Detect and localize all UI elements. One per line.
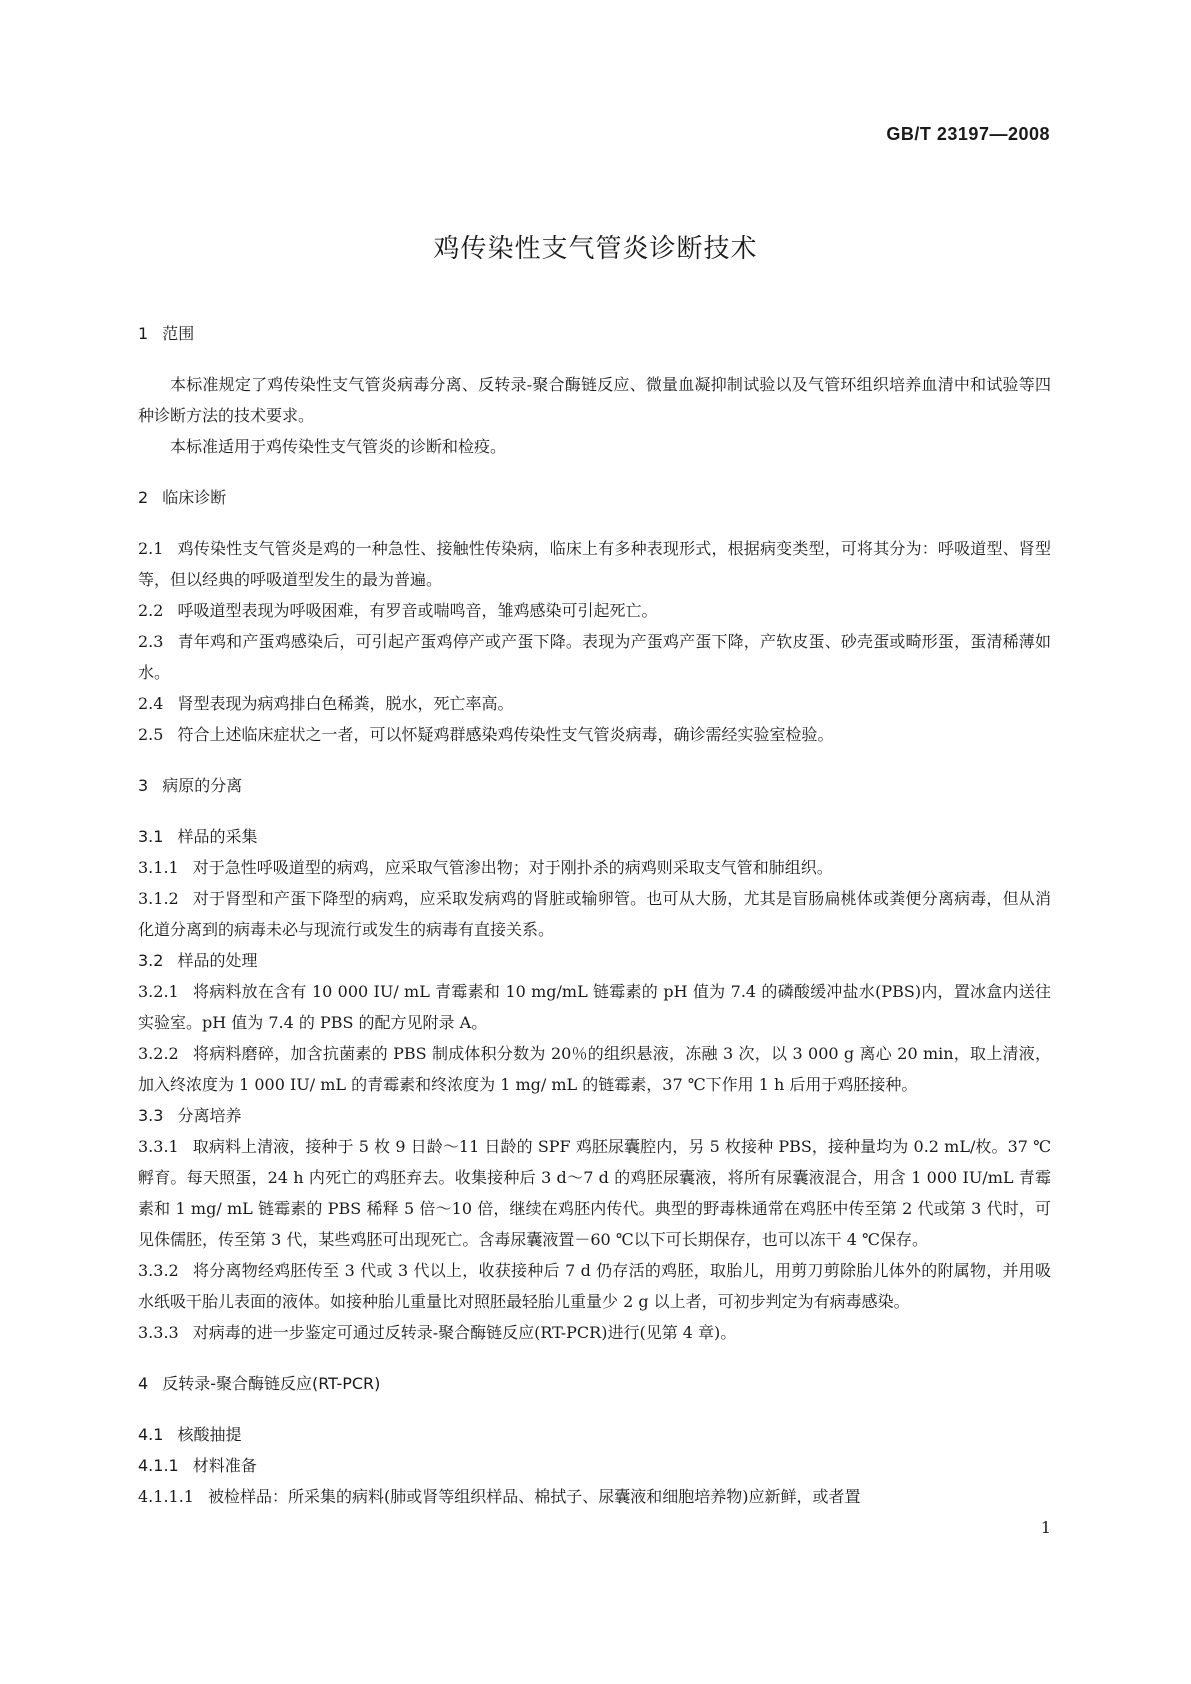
clause-3-3-3 xyxy=(138,1317,1051,1348)
clause-3-3-2 xyxy=(138,1255,1051,1317)
clause-3-1-2 xyxy=(138,883,1051,945)
paragraph: 本标准规定了鸡传染性支气管炎病毒分离、反转录-聚合酶链反应、微量血凝抑制试验以及气管环组织培养血清中和试验等四种诊断方法的技术要求。 xyxy=(138,375,1051,425)
subsection-number: 3.2 xyxy=(138,951,164,970)
document-title: 鸡传染性支气管炎诊断技术 xyxy=(433,234,758,264)
clause-text: 对于急性呼吸道型的病鸡，应采取气管渗出物；对于刚扑杀的病鸡则采取支气管和肺组织。 xyxy=(192,858,833,877)
subsection-number: 4.1 xyxy=(138,1425,164,1444)
clause-3-3-1 xyxy=(138,1131,1051,1255)
clause-number: 3.1.1 xyxy=(138,858,179,877)
clause-2-4 xyxy=(138,688,1051,719)
section-number: 1 xyxy=(138,324,149,343)
clause-3-1-1 xyxy=(138,852,1051,883)
clause-number: 4.1.1.1 xyxy=(138,1487,194,1506)
subsection-title: 分离培养 xyxy=(177,1106,242,1125)
clause-number: 2.5 xyxy=(138,725,164,744)
clause-text: 呼吸道型表现为呼吸困难，有罗音或喘鸣音，雏鸡感染可引起死亡。 xyxy=(177,601,658,620)
subsection-title: 样品的处理 xyxy=(177,951,258,970)
subsection-heading-4-1 xyxy=(138,1419,1051,1450)
clause-text: 对于肾型和产蛋下降型的病鸡，应采取发病鸡的肾脏或输卵管。也可从大肠，尤其是盲肠扁桃体或粪便分离病毒，但从消化道分离到的病毒未必与现流行或发生的病毒有直接关系。 xyxy=(138,889,1051,939)
document-body xyxy=(138,318,1051,1512)
section-title: 病原的分离 xyxy=(162,776,243,795)
section-number: 4 xyxy=(138,1374,149,1393)
clause-3-2-2 xyxy=(138,1038,1051,1100)
subsection-heading-4-1-1 xyxy=(138,1450,1051,1481)
clause-text: 肾型表现为病鸡排白色稀粪，脱水，死亡率高。 xyxy=(177,694,514,713)
subsection-heading-3-3 xyxy=(138,1100,1051,1131)
clause-text: 符合上述临床症状之一者，可以怀疑鸡群感染鸡传染性支气管炎病毒，确诊需经实验室检验。 xyxy=(177,725,834,744)
clause-2-1 xyxy=(138,533,1051,595)
clause-text: 将病料放在含有 10 000 IU/ mL 青霉素和 10 mg/mL 链霉素的 pH 值为 7.4 的磷酸缓冲盐水(PBS)内，置冰盒内送往实验室。pH 值为 7.4 的 PBS 的配方见附录 A。 xyxy=(138,982,1051,1032)
clause-number: 2.3 xyxy=(138,632,164,651)
subsection-title: 样品的采集 xyxy=(177,827,258,846)
section-heading-4 xyxy=(138,1368,1051,1399)
clause-text: 对病毒的进一步鉴定可通过反转录-聚合酶链反应(RT-PCR)进行(见第 4 章)。 xyxy=(192,1323,737,1342)
subsection-title: 材料准备 xyxy=(192,1456,257,1475)
subsection-title: 核酸抽提 xyxy=(177,1425,242,1444)
clause-2-3 xyxy=(138,626,1051,688)
section-heading-1 xyxy=(138,318,1051,349)
clause-text: 将分离物经鸡胚传至 3 代或 3 代以上，收获接种后 7 d 仍存活的鸡胚，取胎儿，用剪刀剪除胎儿体外的附属物，并用吸水纸吸干胎儿表面的液体。如接种胎儿重量比对照胚最轻胎儿重量少 2 g 以上者，可初步判定为有病毒感染。 xyxy=(138,1261,1051,1311)
clause-text: 青年鸡和产蛋鸡感染后，可引起产蛋鸡停产或产蛋下降。表现为产蛋鸡产蛋下降，产软皮蛋、砂壳蛋或畸形蛋，蛋清稀薄如水。 xyxy=(138,632,1051,682)
clause-number: 2.2 xyxy=(138,601,164,620)
clause-text: 将病料磨碎，加含抗菌素的 PBS 制成体积分数为 20％的组织悬液，冻融 3 次，以 3 000 g 离心 20 min，取上清液，加入终浓度为 1 000 IU/ mL 的青霉素和终浓度为 1 mg/ mL 的链霉素，37 ℃下作用 1 h 后用于鸡胚接种。 xyxy=(138,1044,1051,1094)
subsection-number: 3.1 xyxy=(138,827,164,846)
section-title: 临床诊断 xyxy=(162,488,227,507)
clause-number: 3.2.1 xyxy=(138,982,179,1001)
subsection-heading-3-1 xyxy=(138,821,1051,852)
section-heading-3 xyxy=(138,770,1051,801)
clause-text: 被检样品：所采集的病料(肺或肾等组织样品、棉拭子、尿囊液和细胞培养物)应新鲜，或者置 xyxy=(207,1487,861,1506)
clause-number: 3.3.1 xyxy=(138,1137,179,1156)
clause-number: 3.3.2 xyxy=(138,1261,179,1280)
clause-3-2-1 xyxy=(138,976,1051,1038)
section-title: 范围 xyxy=(162,324,195,343)
clause-number: 3.3.3 xyxy=(138,1323,179,1342)
page-number: 1 xyxy=(1040,1518,1051,1537)
clause-number: 3.2.2 xyxy=(138,1044,179,1063)
clause-number: 3.1.2 xyxy=(138,889,179,908)
subsection-number: 3.3 xyxy=(138,1106,164,1125)
standard-code: GB/T 23197—2008 xyxy=(886,124,1050,144)
subsection-heading-3-2 xyxy=(138,945,1051,976)
section-number: 2 xyxy=(138,488,149,507)
section-heading-2 xyxy=(138,482,1051,513)
clause-2-2 xyxy=(138,595,1051,626)
clause-number: 2.1 xyxy=(138,539,164,558)
section-title: 反转录-聚合酶链反应(RT-PCR) xyxy=(162,1374,381,1393)
clause-2-5 xyxy=(138,719,1051,750)
paragraph: 本标准适用于鸡传染性支气管炎的诊断和检疫。 xyxy=(170,437,507,456)
clause-text: 鸡传染性支气管炎是鸡的一种急性、接触性传染病，临床上有多种表现形式，根据病变类型，可将其分为：呼吸道型、肾型等，但以经典的呼吸道型发生的最为普遍。 xyxy=(138,539,1051,589)
section-number: 3 xyxy=(138,776,149,795)
clause-4-1-1-1 xyxy=(138,1481,1051,1512)
clause-number: 2.4 xyxy=(138,694,164,713)
subsection-number: 4.1.1 xyxy=(138,1456,179,1475)
clause-text: 取病料上清液，接种于 5 枚 9 日龄～11 日龄的 SPF 鸡胚尿囊腔内，另 5 枚接种 PBS，接种量均为 0.2 mL/枚。37 ℃孵育。每天照蛋，24 h 内死亡的鸡胚弃去。收集接种后 3 d～7 d 的鸡胚尿囊液，将所有尿囊液混合，用含 1 000 IU/mL 青霉素和 1 mg/ mL 链霉素的 PBS 稀释 5 倍～10 倍，继续在鸡胚内传代。典型的野毒株通常在鸡胚中传至第 2 代或第 3 代时，可见侏儒胚，传至第 3 代，某些鸡胚可出现死亡。含毒尿囊液置－60 ℃以下可长期保存，也可以冻干 4 ℃保存。 xyxy=(138,1137,1051,1249)
